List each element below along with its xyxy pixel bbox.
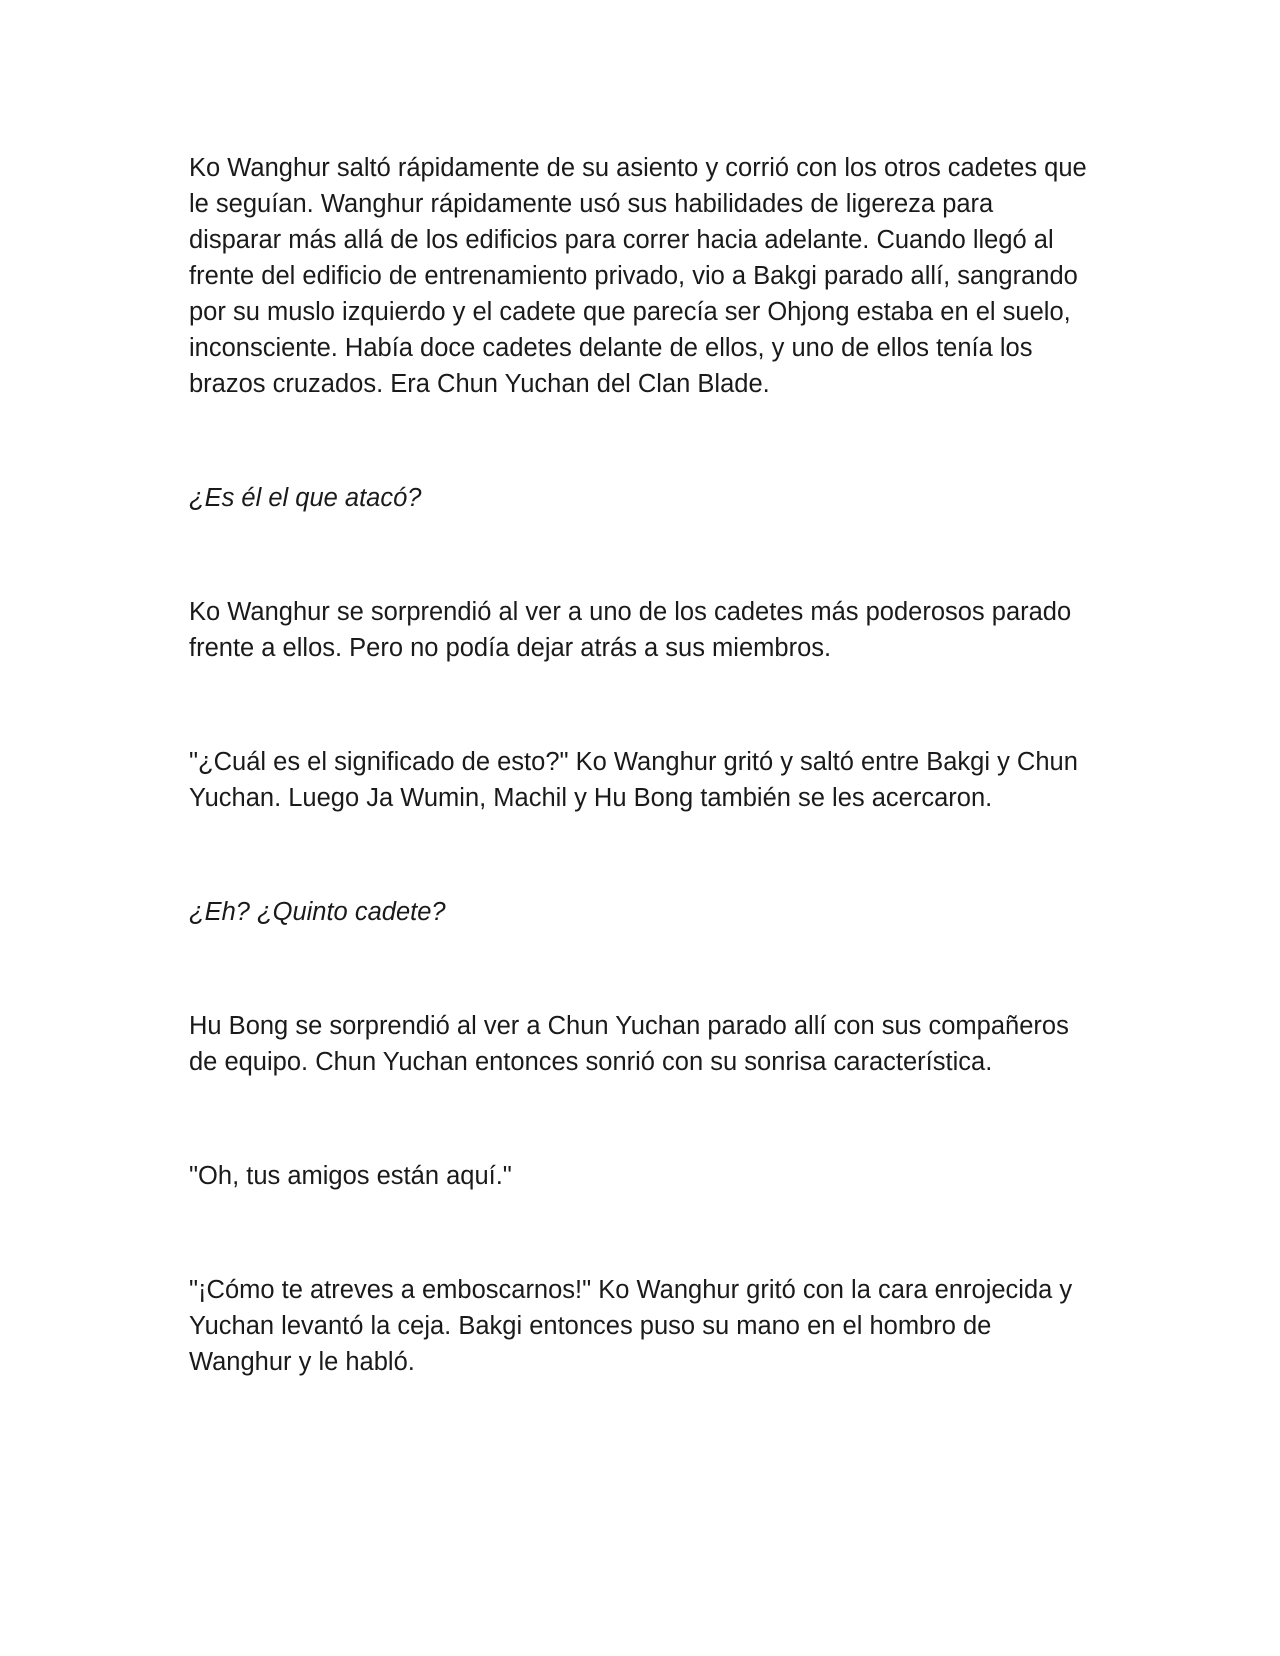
paragraph-7-dialogue: "Oh, tus amigos están aquí." — [189, 1162, 512, 1190]
paragraph-2-thought: ¿Es él el que atacó? — [189, 484, 422, 512]
paragraph-4: "¿Cuál es el significado de esto?" Ko Wanghur gritó y saltó entre Bakgi y Chun Yuchan. Luego Ja Wumin, Machil y Hu Bong también se les acercaron. — [189, 748, 1078, 812]
paragraph-8: "¡Cómo te atreves a emboscarnos!" Ko Wanghur gritó con la cara enrojecida y Yuchan levantó la ceja. Bakgi entonces puso su mano en el hombro de Wanghur y le habló. — [189, 1276, 1073, 1376]
paragraph-spacer — [189, 1194, 1089, 1272]
paragraph-spacer — [189, 816, 1089, 894]
paragraph-spacer — [189, 516, 1089, 594]
paragraph-spacer — [189, 1080, 1089, 1158]
paragraph-spacer — [189, 930, 1089, 1008]
paragraph-6: Hu Bong se sorprendió al ver a Chun Yuchan parado allí con sus compañeros de equipo. Chun Yuchan entonces sonrió con su sonrisa característica. — [189, 1012, 1069, 1076]
paragraph-5-thought: ¿Eh? ¿Quinto cadete? — [189, 898, 446, 926]
paragraph-spacer — [189, 666, 1089, 744]
paragraph-3: Ko Wanghur se sorprendió al ver a uno de los cadetes más poderosos parado frente a ellos. Pero no podía dejar atrás a sus miembros. — [189, 598, 1072, 662]
paragraph-1: Ko Wanghur saltó rápidamente de su asiento y corrió con los otros cadetes que le seguían. Wanghur rápidamente usó sus habilidades de ligereza para disparar más allá de los edificios para correr hacia adelante. Cuando llegó al frente del edificio de entrenamiento privado, vio a Bakgi parado allí, sangrando por su muslo izquierdo y el cadete que parecía ser Ohjong estaba en el suelo, inconsciente. Había doce cadetes delante de ellos, y uno de ellos tenía los brazos cruzados. Era Chun Yuchan del Clan Blade. — [189, 154, 1087, 398]
document-body — [189, 150, 1089, 1380]
paragraph-spacer — [189, 402, 1089, 480]
